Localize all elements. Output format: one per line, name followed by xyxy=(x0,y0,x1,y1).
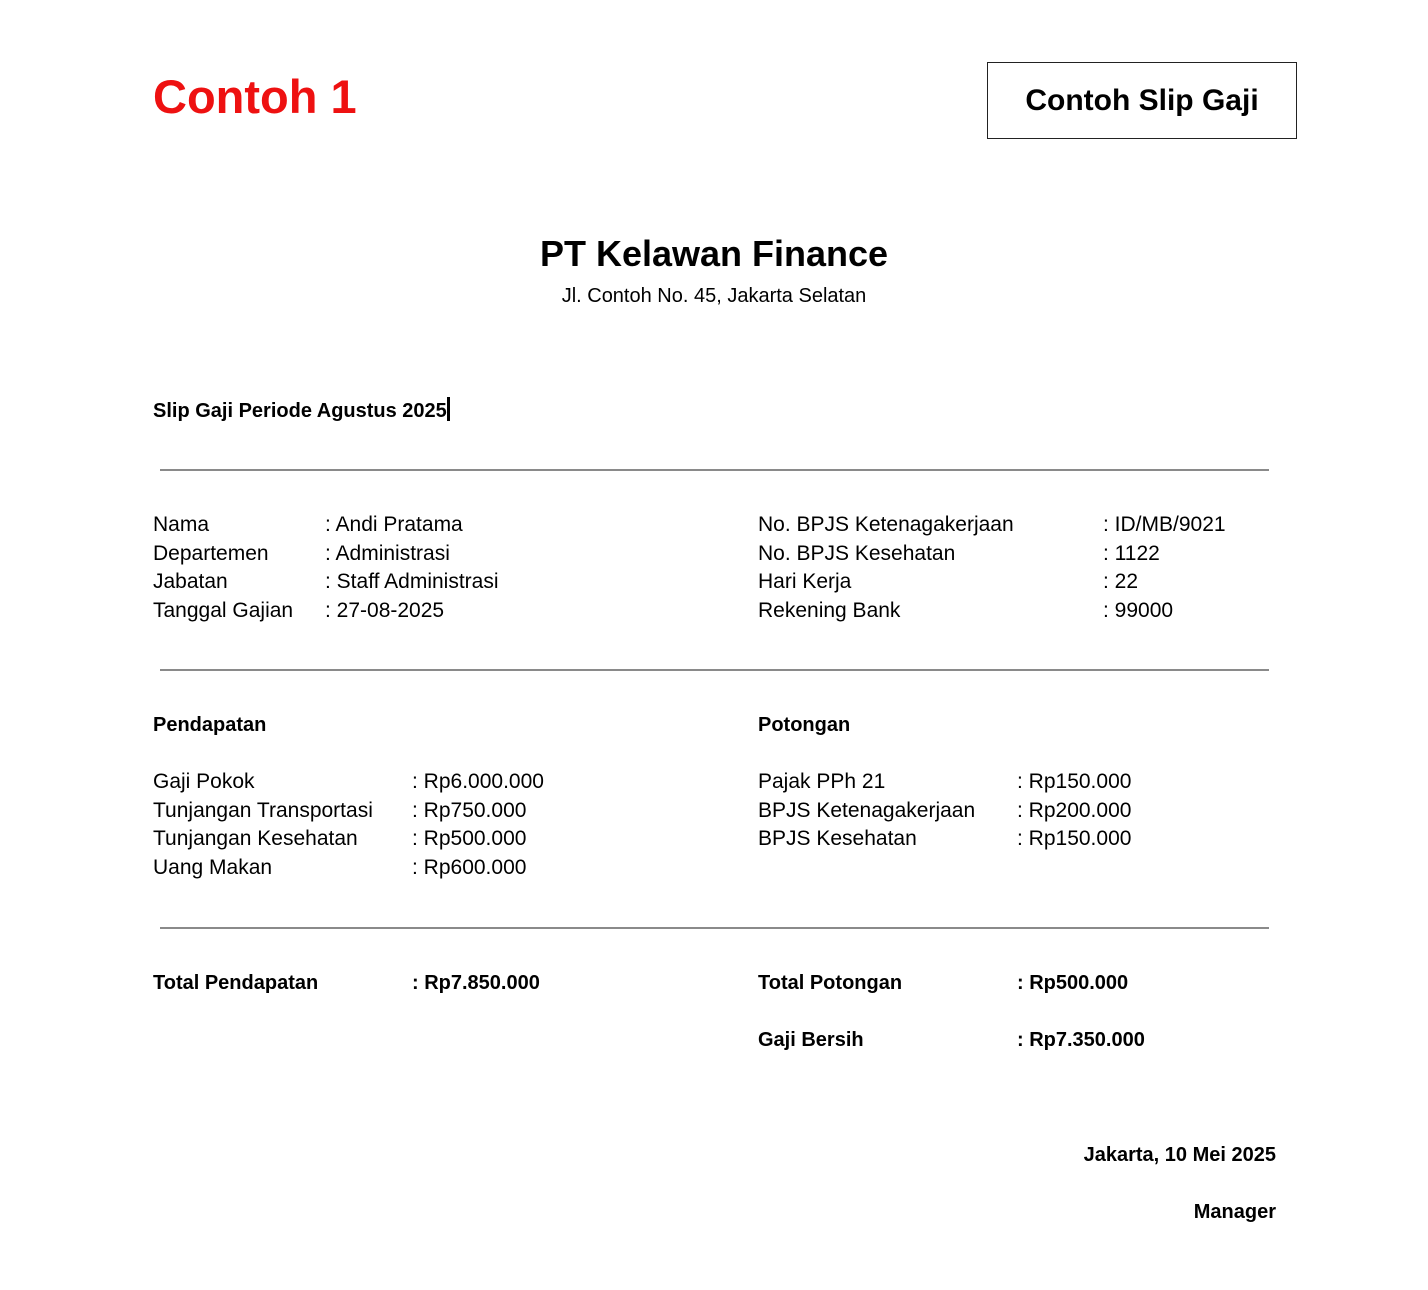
earnings-value: : Rp500.000 xyxy=(412,827,527,851)
deductions-value: : Rp200.000 xyxy=(1017,798,1132,822)
earnings-label: Tunjangan Transportasi xyxy=(153,798,373,822)
info-label: No. BPJS Ketenagakerjaan xyxy=(758,513,1014,536)
earnings-value: : Rp6.000.000 xyxy=(412,770,544,793)
earnings-item xyxy=(153,854,573,883)
info-value: : 27-08-2025 xyxy=(325,599,445,623)
total-deductions-label: Total Potongan xyxy=(758,972,903,994)
info-row-nama xyxy=(153,511,573,540)
info-label: Rekening Bank xyxy=(758,599,901,623)
deductions-item xyxy=(758,825,1178,854)
info-row-rekening-bank xyxy=(758,597,1278,626)
info-label: Hari Kerja xyxy=(758,570,852,594)
total-deductions-value: : Rp500.000 xyxy=(1017,972,1129,994)
earnings-label: Gaji Pokok xyxy=(153,770,255,793)
earnings-label: Uang Makan xyxy=(153,856,273,880)
deductions-value: : Rp150.000 xyxy=(1017,827,1132,851)
company-name: PT Kelawan Finance xyxy=(539,233,889,274)
earnings-value: : Rp600.000 xyxy=(412,856,527,880)
info-row-bpjs-kesehatan xyxy=(758,540,1278,569)
info-value: : Staff Administrasi xyxy=(325,570,499,594)
employee-info-left xyxy=(153,511,573,626)
divider-3 xyxy=(160,927,1269,929)
info-row-hari-kerja xyxy=(758,568,1278,597)
earnings-title: Pendapatan xyxy=(153,714,267,736)
info-value: : 1122 xyxy=(1103,541,1160,565)
info-label: Departemen xyxy=(153,541,269,565)
document-title: Contoh Slip Gaji xyxy=(1025,83,1259,117)
deductions-label: Pajak PPh 21 xyxy=(758,770,886,793)
info-label: No. BPJS Kesehatan xyxy=(758,541,956,565)
earnings-value: : Rp750.000 xyxy=(412,798,527,822)
total-earnings-value: : Rp7.850.000 xyxy=(412,972,540,994)
info-row-jabatan xyxy=(153,568,573,597)
info-value: : 99000 xyxy=(1103,599,1174,623)
document-title-box xyxy=(987,62,1297,139)
deductions-label: BPJS Kesehatan xyxy=(758,827,917,851)
deductions-item xyxy=(758,797,1178,826)
divider-1 xyxy=(160,469,1269,471)
text-cursor xyxy=(447,397,450,421)
example-label: Contoh 1 xyxy=(153,70,357,123)
company-address: Jl. Contoh No. 45, Jakarta Selatan xyxy=(561,285,867,307)
signature-place-date: Jakarta, 10 Mei 2025 xyxy=(1083,1144,1276,1166)
earnings-item xyxy=(153,825,573,854)
deductions-title: Potongan xyxy=(758,714,851,736)
info-value: : 22 xyxy=(1103,570,1139,594)
info-value: : Administrasi xyxy=(325,541,450,565)
slip-period[interactable] xyxy=(153,397,450,424)
info-row-tanggal-gajian xyxy=(153,597,573,626)
info-label: Jabatan xyxy=(153,570,228,594)
deductions-item xyxy=(758,768,1178,797)
info-value: : ID/MB/9021 xyxy=(1103,513,1226,536)
deductions-label: BPJS Ketenagakerjaan xyxy=(758,798,976,822)
earnings-item xyxy=(153,797,573,826)
total-earnings-label: Total Pendapatan xyxy=(153,972,319,994)
slip-period-text: Slip Gaji Periode Agustus 2025 xyxy=(153,400,447,422)
earnings-list xyxy=(153,768,573,883)
earnings-item xyxy=(153,768,573,797)
divider-2 xyxy=(160,669,1269,671)
signature-role: Manager xyxy=(1193,1201,1276,1223)
net-salary-label: Gaji Bersih xyxy=(758,1029,864,1051)
info-value: : Andi Pratama xyxy=(325,513,463,536)
info-row-departemen xyxy=(153,540,573,569)
info-label: Tanggal Gajian xyxy=(153,599,294,623)
info-row-bpjs-ketenagakerjaan xyxy=(758,511,1278,540)
deductions-value: : Rp150.000 xyxy=(1017,770,1132,793)
deductions-list xyxy=(758,768,1178,854)
earnings-label: Tunjangan Kesehatan xyxy=(153,827,358,851)
info-label: Nama xyxy=(153,513,210,536)
net-salary-value: : Rp7.350.000 xyxy=(1017,1029,1145,1051)
employee-info-right xyxy=(758,511,1278,626)
